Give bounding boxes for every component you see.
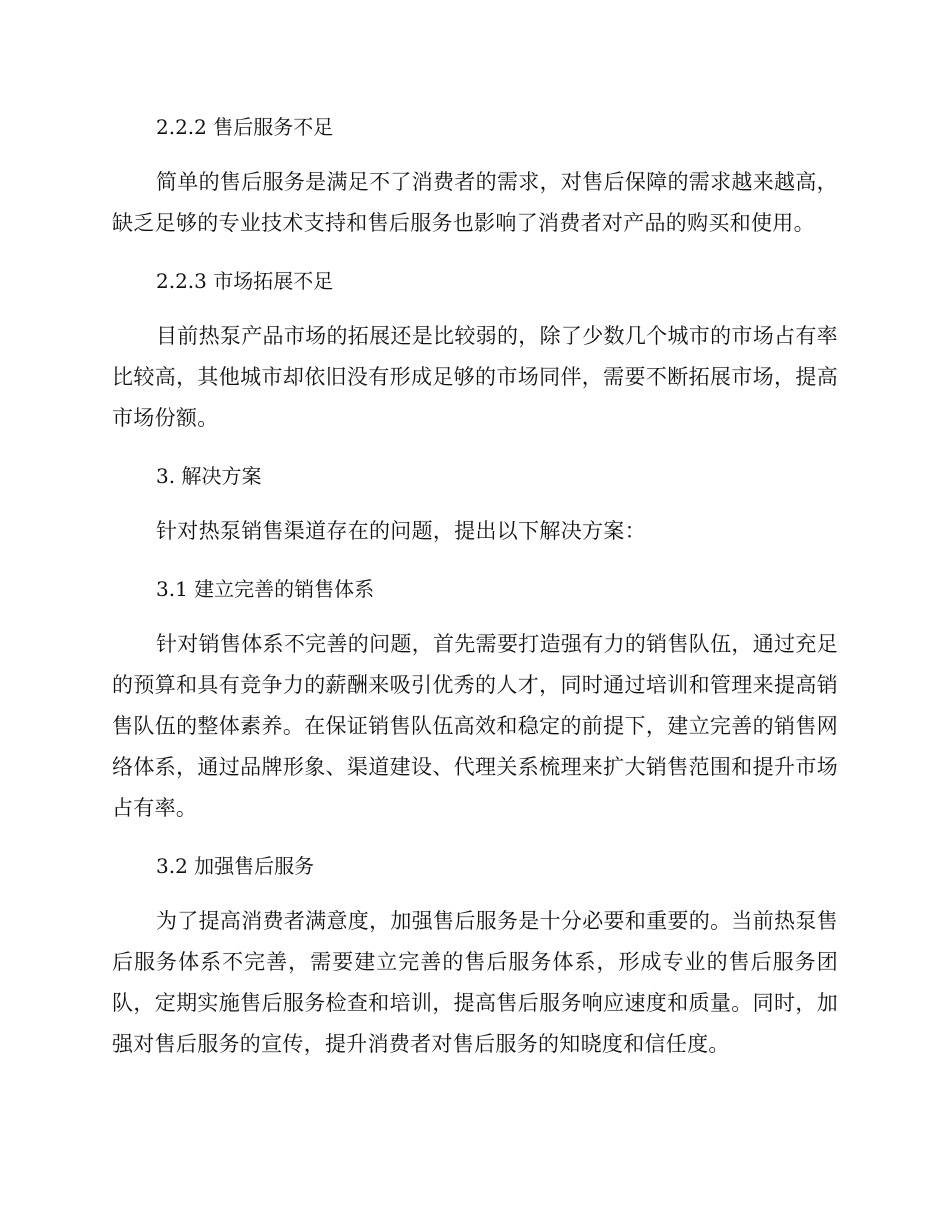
section-heading-2-2-3: 2.2.3 市场拓展不足 [156,269,334,293]
section-heading-3: 3. 解决方案 [156,464,262,488]
document-body [112,108,838,1065]
section-paragraph-3-1: 针对销售体系不完善的问题，首先需要打造强有力的销售队伍，通过充足的预算和具有竞争力的薪酬来吸引优秀的人才，同时通过培训和管理来提高销售队伍的整体素养。在保证销售队伍高效和稳定的前提下，建立完善的销售网络体系，通过品牌形象、渠道建设、代理关系梳理来扩大销售范围和提升市场占有率。 [112,632,838,820]
section-heading-3-2: 3.2 加强售后服务 [156,854,315,878]
section-paragraph-3: 针对热泵销售渠道存在的问题，提出以下解决方案： [156,519,646,543]
section-paragraph-2-2-2: 简单的售后服务是满足不了消费者的需求，对售后保障的需求越来越高，缺乏足够的专业技术支持和售后服务也影响了消费者对产品的购买和使用。 [112,170,838,235]
section-paragraph-2-2-3: 目前热泵产品市场的拓展还是比较弱的，除了少数几个城市的市场占有率比较高，其他城市却依旧没有形成足够的市场同伴，需要不断拓展市场，提高市场份额。 [112,324,838,430]
section-heading-2-2-2: 2.2.2 售后服务不足 [156,115,334,139]
section-heading-3-1: 3.1 建立完善的销售体系 [156,577,375,601]
section-paragraph-3-2: 为了提高消费者满意度，加强售后服务是十分必要和重要的。当前热泵售后服务体系不完善，需要建立完善的售后服务体系，形成专业的售后服务团队，定期实施售后服务检查和培训，提高售后服务响应速度和质量。同时，加强对售后服务的宣传，提升消费者对售后服务的知晓度和信任度。 [112,909,838,1056]
